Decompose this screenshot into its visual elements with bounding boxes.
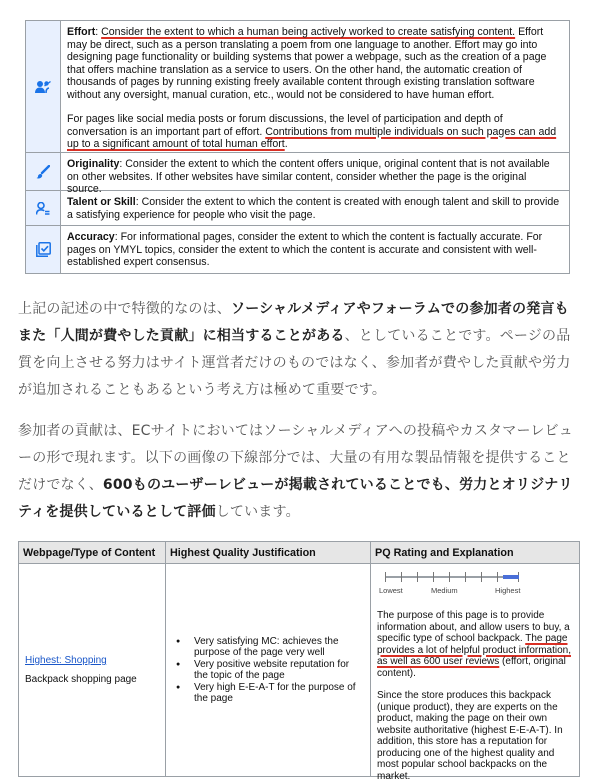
checklist-icon: [36, 242, 51, 257]
criteria-name: Originality: [67, 158, 120, 170]
punctuation: .: [284, 138, 288, 150]
emphasis-text: 600ものユーザーレビューが掲載されていることでも、労力とオリジナリティを提供しているとして評価: [18, 477, 573, 520]
criteria-icon-cell: [26, 21, 61, 152]
explanation-text: The purpose of this page is to provide information about, and allow users to buy, a specific type of school backpack.: [377, 610, 570, 644]
list-item: ● Very satisfying MC: achieves the purpose of the page very well: [176, 636, 364, 659]
column-header: PQ Rating and Explanation: [375, 547, 514, 559]
criteria-row-talent: [26, 191, 569, 226]
criteria-description: Effort may be direct, such as a person translating a poem from one language to another. Effort may go into designing page functionality or building systems that power a webpage, such as the creation of a page that offers machine translation as a service to users. On the other hand, the automatic creation of thousands of pages by running existing freely available content through existing translation software without any oversight, manual curation, etc., would not be considered to have human effort.: [67, 26, 547, 101]
emphasis-text: ソーシャルメディアやフォーラムでの参加者の発言もまた「人間が費やした貢献」に相当することがある: [18, 301, 569, 344]
person-skill-icon: [36, 202, 50, 215]
table-header-row: [19, 542, 579, 564]
table-row: [19, 564, 579, 782]
people-effort-icon: [35, 80, 51, 94]
explanation-paragraph: Since the store produces this backpack (unique product), they are experts on the product, making the page on their own website authoritative (highest E-E-A-T). In addition, this store has a reputation for producing one of the highest quality and most popular school backpacks on the market.: [377, 690, 563, 782]
paragraph-text: 参加者の貢献は、ECサイトにおいてはソーシャルメディアへの投稿やカスタマーレビューの形で現れます。以下の画像の下線部分では、大量の有用な製品情報を提供することだけでなく、: [18, 423, 573, 493]
column-header: Webpage/Type of Content: [19, 542, 166, 563]
explanation-text: (effort, original content).: [377, 656, 566, 679]
scale-label-highest: Highest: [495, 586, 521, 595]
underlined-text: Consider the extent to which a human being actively worked to create satisfying content.: [101, 26, 516, 38]
criteria-icon-cell: [26, 153, 61, 190]
criteria-name: Accuracy: [67, 231, 115, 243]
criteria-text: [61, 153, 569, 195]
paragraph-text: しています。: [215, 504, 300, 520]
example-link[interactable]: Highest: Shopping: [25, 655, 107, 666]
criteria-name: Effort: [67, 26, 96, 38]
paragraph-text: 、としていることです。ページの品質を向上させる努力はサイト運営者だけのものではなく、参加者が費やした貢献や労力が追加されることもあるという考え方は極めて重要です。: [18, 328, 571, 398]
page-type-label: Backpack shopping page: [25, 674, 137, 685]
criteria-description: : Consider the extent to which the content is created with enough talent and skill to provide a satisfying experience for people who visit the page.: [67, 196, 560, 221]
column-header: Highest Quality Justification: [166, 542, 371, 563]
list-item: ● Very high E-E-A-T for the purpose of the page: [176, 682, 364, 705]
explanation-paragraph: [377, 610, 573, 679]
rating-tick: [465, 572, 466, 582]
rating-scale-line: [385, 576, 519, 578]
pq-example-table: [18, 541, 580, 782]
underlined-text: Contributions from multiple individuals on such pages can add up to a significant amount of total human effort: [67, 125, 557, 150]
body-paragraph: [18, 418, 580, 526]
justification-list: [176, 636, 364, 705]
criteria-text: [61, 191, 569, 225]
scale-label-lowest: Lowest: [379, 586, 403, 595]
rating-explanation-cell: [371, 564, 579, 782]
scale-label-medium: Medium: [431, 586, 458, 595]
rating-tick: [385, 572, 386, 582]
criteria-table: [25, 20, 570, 274]
list-item: ● Very positive website reputation for the topic of the page: [176, 659, 364, 682]
criteria-icon-cell: [26, 191, 61, 225]
brush-icon: [36, 165, 50, 179]
rating-highlight: [503, 575, 519, 579]
criteria-name: Talent or Skill: [67, 196, 136, 208]
rating-tick: [433, 572, 434, 582]
rating-tick: [481, 572, 482, 582]
content-type-cell: [19, 564, 166, 776]
paragraph-text: 上記の記述の中で特徴的なのは、: [18, 301, 231, 317]
criteria-text: [61, 226, 569, 273]
criteria-description: For pages like social media posts or forum discussions, the level of participation and depth of conversation is an important part of effort.: [67, 113, 503, 138]
rating-tick: [417, 572, 418, 582]
body-paragraph: [18, 296, 580, 404]
rating-tick: [497, 572, 498, 582]
rating-tick: [401, 572, 402, 582]
criteria-row-accuracy: [26, 226, 569, 273]
rating-tick: [449, 572, 450, 582]
underlined-text: The page provides a lot of helpful product information, as well as 600 user reviews: [377, 633, 571, 667]
criteria-text: Effort: Consider the extent to which a human being actively worked to create satisfying content. Effort may be direct, such as a person translating a poem from one language to another. Effort may go into designing page functionality or building systems that power a webpage, such as the creation of a page that offers machine translation as a service to users. On the other hand, the automatic creation of thousands of pages by running existing freely available content through existing translation software without any oversight, manual curation, etc., would not be considered to have human effort. For pages like social media posts or forum discussions, the level of participation and depth of conversation is an important part of effort. Contributions from multiple individuals on such pages can add up to a significant amount of total human effort.: [67, 26, 557, 150]
justification-cell: [166, 564, 371, 776]
rating-scale: [379, 568, 529, 598]
criteria-row-originality: [26, 153, 569, 195]
criteria-row-effort: [26, 21, 569, 153]
criteria-description: : For informational pages, consider the extent to which the content is factually accurate. For pages on YMYL topics, consider the extent to which the content is accurate and consistent with well-established expert consensus.: [67, 231, 543, 268]
criteria-description: : Consider the extent to which the content offers unique, original content that is not available on other websites. If other websites have similar content, consider whether the page is the original source.: [67, 158, 550, 195]
criteria-icon-cell: [26, 226, 61, 273]
